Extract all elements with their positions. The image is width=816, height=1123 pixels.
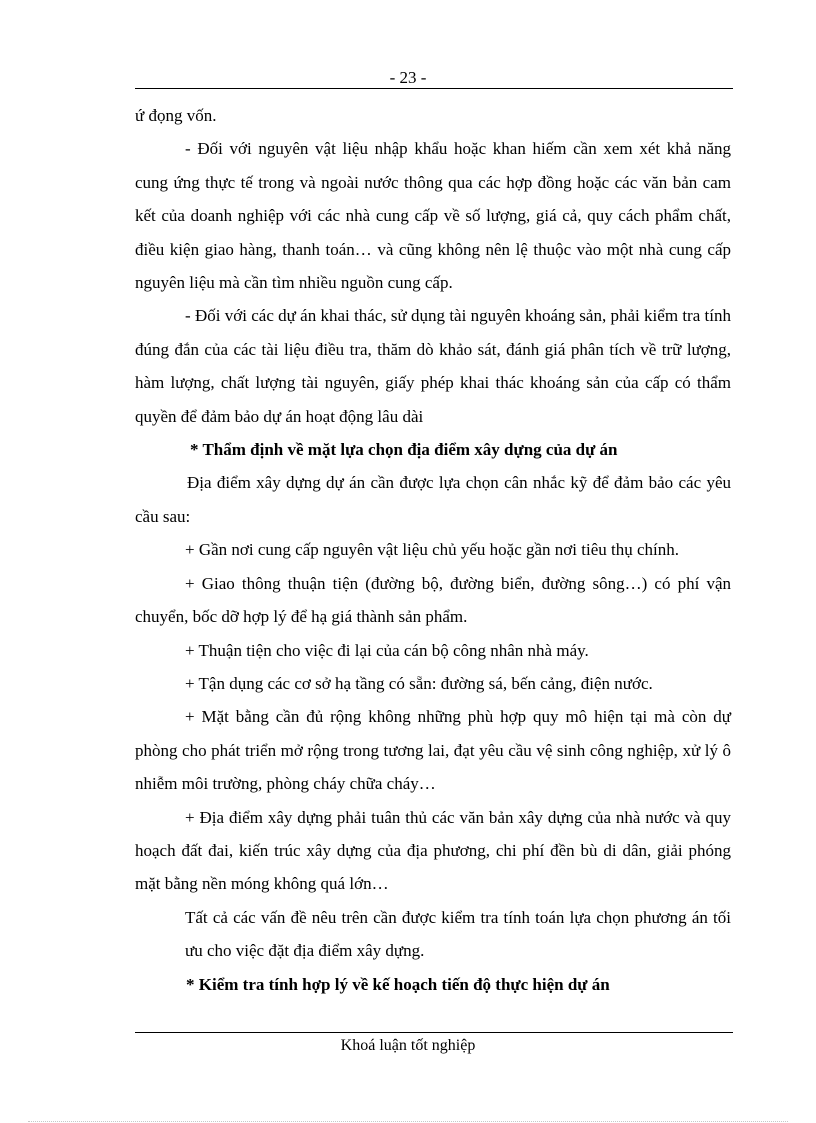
- list-item-near-supply: + Gần nơi cung cấp nguyên vật liệu chủ yếu hoặc gần nơi tiêu thụ chính.: [185, 540, 679, 560]
- footer-rule: [135, 1032, 733, 1033]
- section-heading-schedule: * Kiểm tra tính hợp lý về kế hoạch tiến độ thực hiện dự án: [186, 974, 610, 994]
- header-rule: [135, 88, 733, 89]
- list-item-commute: + Thuận tiện cho việc đi lại của cán bộ công nhân nhà máy.: [185, 640, 589, 660]
- paragraph-conclusion: Tất cả các vấn đề nêu trên cần được kiểm tra tính toán lựa chọn phương án tối ưu cho việc đặt địa điểm xây dựng.: [185, 907, 731, 961]
- paragraph-mining-projects: - Đối với các dự án khai thác, sử dụng tài nguyên khoáng sản, phải kiểm tra tính đúng đắn của các tài liệu điều tra, thăm dò khảo sát, đánh giá phân tích về trữ lượng, hàm lượng, chất lượng tài nguyên, giấy phép khai thác khoáng sản của cấp có thẩm quyền để đảm bảo dự án hoạt động lâu dài: [135, 306, 731, 426]
- paragraph-imported-materials: - Đối với nguyên vật liệu nhập khẩu hoặc khan hiếm cần xem xét khả năng cung ứng thực tế trong và ngoài nước thông qua các hợp đồng hoặc các văn bản cam kết của doanh nghiệp với các nhà cung cấp về số lượng, giá cả, quy cách phẩm chất, điều kiện giao hàng, thanh toán… và cũng không nên lệ thuộc vào một nhà cung cấp nguyên liệu mà cần tìm nhiều nguồn cung cấp.: [135, 139, 731, 293]
- list-item-site-area: + Mặt bằng cần đủ rộng không những phù hợp quy mô hiện tại mà còn dự phòng cho phát triển mở rộng trong tương lai, đạt yêu cầu vệ sinh công nghiệp, xử lý ô nhiễm môi trường, phòng cháy chữa cháy…: [135, 707, 731, 794]
- paragraph-continuation: ứ đọng vốn.: [135, 106, 217, 125]
- list-item-transport: + Giao thông thuận tiện (đường bộ, đường biển, đường sông…) có phí vận chuyển, bốc dỡ hợp lý để hạ giá thành sản phẩm.: [135, 573, 731, 627]
- document-body: [135, 99, 731, 1001]
- page-edge-divider: [28, 1121, 788, 1122]
- footer-text: Khoá luận tốt nghiệp: [340, 1037, 476, 1054]
- paragraph-location-intro: Địa điểm xây dựng dự án cần được lựa chọn cân nhắc kỹ để đảm bảo các yêu cầu sau:: [135, 473, 731, 526]
- list-item-infrastructure: + Tận dụng các cơ sở hạ tầng có sẵn: đường sá, bến cảng, điện nước.: [185, 673, 653, 693]
- list-item-regulations: + Địa điểm xây dựng phải tuân thủ các văn bản xây dựng của nhà nước và quy hoạch đất đai, kiến trúc xây dựng của địa phương, chi phí đền bù di dân, giải phóng mặt bằng nền móng không quá lớn…: [135, 807, 731, 894]
- page-number: - 23 -: [389, 68, 427, 87]
- section-heading-location: * Thẩm định về mặt lựa chọn địa điểm xây dựng của dự án: [190, 440, 618, 460]
